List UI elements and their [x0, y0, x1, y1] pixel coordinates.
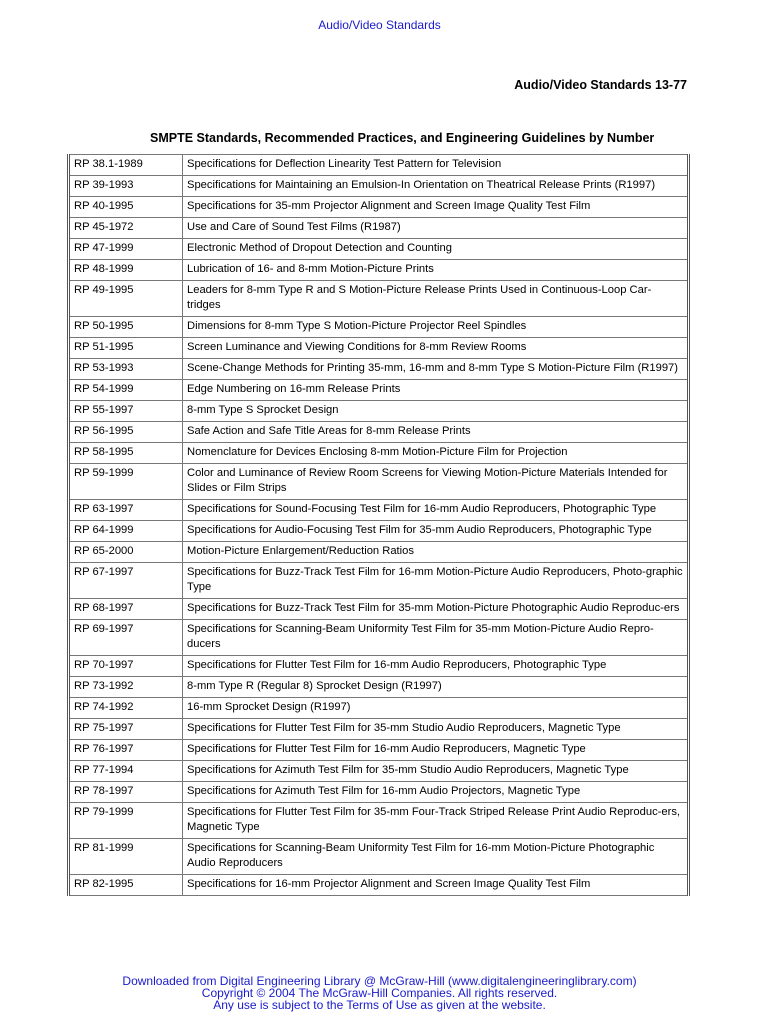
standard-number: RP 47-1999 [69, 239, 183, 260]
standard-title: Specifications for Audio-Focusing Test Film for 35-mm Audio Reproducers, Photographic Type [183, 521, 689, 542]
standard-number: RP 69-1997 [69, 620, 183, 656]
table-row [69, 521, 689, 542]
table-row [69, 380, 689, 401]
table-row [69, 281, 689, 317]
standards-table [67, 154, 690, 896]
standard-title: Specifications for 35-mm Projector Alignment and Screen Image Quality Test Film [183, 197, 689, 218]
table-row [69, 218, 689, 239]
standard-number: RP 54-1999 [69, 380, 183, 401]
standard-title: Specifications for Buzz-Track Test Film for 35-mm Motion-Picture Photographic Audio Reproduc-ers [183, 599, 689, 620]
table-row [69, 803, 689, 839]
standard-title: Nomenclature for Devices Enclosing 8-mm Motion-Picture Film for Projection [183, 443, 689, 464]
standard-number: RP 45-1972 [69, 218, 183, 239]
standard-number: RP 48-1999 [69, 260, 183, 281]
standard-number: RP 73-1992 [69, 677, 183, 698]
table-row [69, 464, 689, 500]
standard-number: RP 50-1995 [69, 317, 183, 338]
table-row [69, 260, 689, 281]
standard-number: RP 65-2000 [69, 542, 183, 563]
standard-number: RP 75-1997 [69, 719, 183, 740]
standard-number: RP 78-1997 [69, 782, 183, 803]
standard-title: 8-mm Type R (Regular 8) Sprocket Design (R1997) [183, 677, 689, 698]
table-row [69, 656, 689, 677]
standard-title: Specifications for Sound-Focusing Test Film for 16-mm Audio Reproducers, Photographic Type [183, 500, 689, 521]
table-row [69, 740, 689, 761]
standard-number: RP 74-1992 [69, 698, 183, 719]
table-row [69, 698, 689, 719]
table-title: SMPTE Standards, Recommended Practices, and Engineering Guidelines by Number [150, 131, 655, 145]
standard-title: Specifications for Maintaining an Emulsion-In Orientation on Theatrical Release Prints (R1997) [183, 176, 689, 197]
standard-title: Specifications for Deflection Linearity Test Pattern for Television [183, 155, 689, 176]
standard-title: Leaders for 8-mm Type R and S Motion-Picture Release Prints Used in Continuous-Loop Car-tridges [183, 281, 689, 317]
table-row [69, 422, 689, 443]
standard-number: RP 56-1995 [69, 422, 183, 443]
standard-number: RP 68-1997 [69, 599, 183, 620]
standard-number: RP 38.1-1989 [69, 155, 183, 176]
standard-number: RP 77-1994 [69, 761, 183, 782]
standard-number: RP 76-1997 [69, 740, 183, 761]
standard-title: Specifications for 16-mm Projector Alignment and Screen Image Quality Test Film [183, 875, 689, 896]
standard-title: Specifications for Flutter Test Film for 35-mm Four-Track Striped Release Print Audio Reproduc-ers, Magnetic Type [183, 803, 689, 839]
footer-copyright: Copyright © 2004 The McGraw-Hill Companies. All rights reserved. [201, 986, 558, 1000]
page-header: Audio/Video Standards 13-77 [514, 78, 687, 92]
table-row [69, 761, 689, 782]
standard-title: Use and Care of Sound Test Films (R1987) [183, 218, 689, 239]
standard-number: RP 53-1993 [69, 359, 183, 380]
table-row [69, 239, 689, 260]
table-row [69, 563, 689, 599]
table-row [69, 677, 689, 698]
standard-title: Specifications for Flutter Test Film for 16-mm Audio Reproducers, Magnetic Type [183, 740, 689, 761]
table-row [69, 500, 689, 521]
standard-title: Motion-Picture Enlargement/Reduction Ratios [183, 542, 689, 563]
standard-title: Specifications for Buzz-Track Test Film for 16-mm Motion-Picture Audio Reproducers, Photo-graphic Type [183, 563, 689, 599]
standard-title: Specifications for Scanning-Beam Uniformity Test Film for 16-mm Motion-Picture Photographic Audio Reproducers [183, 839, 689, 875]
standard-title: Scene-Change Methods for Printing 35-mm, 16-mm and 8-mm Type S Motion-Picture Film (R1997) [183, 359, 689, 380]
standard-title: Specifications for Azimuth Test Film for 35-mm Studio Audio Reproducers, Magnetic Type [183, 761, 689, 782]
footer-source-link[interactable]: Downloaded from Digital Engineering Library @ McGraw-Hill (www.digitalengineeringlibrary.com) [122, 974, 637, 988]
table-row [69, 176, 689, 197]
table-row [69, 338, 689, 359]
standard-number: RP 79-1999 [69, 803, 183, 839]
standard-title: Screen Luminance and Viewing Conditions for 8-mm Review Rooms [183, 338, 689, 359]
standard-number: RP 67-1997 [69, 563, 183, 599]
standard-title: Specifications for Azimuth Test Film for 16-mm Audio Projectors, Magnetic Type [183, 782, 689, 803]
table-row [69, 875, 689, 896]
standard-title: Specifications for Flutter Test Film for 16-mm Audio Reproducers, Photographic Type [183, 656, 689, 677]
table-row [69, 155, 689, 176]
top-chapter-link[interactable]: Audio/Video Standards [318, 18, 441, 32]
table-row [69, 443, 689, 464]
footer [0, 975, 759, 1011]
standard-number: RP 70-1997 [69, 656, 183, 677]
table-row [69, 542, 689, 563]
standard-title: Specifications for Flutter Test Film for 35-mm Studio Audio Reproducers, Magnetic Type [183, 719, 689, 740]
standard-title: Safe Action and Safe Title Areas for 8-mm Release Prints [183, 422, 689, 443]
standard-number: RP 64-1999 [69, 521, 183, 542]
standards-table-body [69, 155, 689, 896]
standard-number: RP 63-1997 [69, 500, 183, 521]
standard-number: RP 55-1997 [69, 401, 183, 422]
standard-title: Color and Luminance of Review Room Screens for Viewing Motion-Picture Materials Intended for Slides or Film Strips [183, 464, 689, 500]
standard-title: Electronic Method of Dropout Detection and Counting [183, 239, 689, 260]
standard-title: Specifications for Scanning-Beam Uniformity Test Film for 35-mm Motion-Picture Audio Repro-ducers [183, 620, 689, 656]
standard-title: 16-mm Sprocket Design (R1997) [183, 698, 689, 719]
standard-number: RP 40-1995 [69, 197, 183, 218]
standard-number: RP 39-1993 [69, 176, 183, 197]
standard-number: RP 81-1999 [69, 839, 183, 875]
standard-number: RP 82-1995 [69, 875, 183, 896]
standard-number: RP 58-1995 [69, 443, 183, 464]
table-row [69, 317, 689, 338]
table-row [69, 719, 689, 740]
table-row [69, 839, 689, 875]
standard-title: Dimensions for 8-mm Type S Motion-Picture Projector Reel Spindles [183, 317, 689, 338]
footer-terms-link[interactable]: Any use is subject to the Terms of Use as given at the website. [213, 998, 546, 1012]
table-row [69, 782, 689, 803]
table-row [69, 599, 689, 620]
table-row [69, 197, 689, 218]
table-row [69, 401, 689, 422]
standard-number: RP 51-1995 [69, 338, 183, 359]
table-row [69, 620, 689, 656]
standard-number: RP 49-1995 [69, 281, 183, 317]
standard-number: RP 59-1999 [69, 464, 183, 500]
standard-title: Lubrication of 16- and 8-mm Motion-Picture Prints [183, 260, 689, 281]
standard-title: 8-mm Type S Sprocket Design [183, 401, 689, 422]
standard-title: Edge Numbering on 16-mm Release Prints [183, 380, 689, 401]
table-row [69, 359, 689, 380]
